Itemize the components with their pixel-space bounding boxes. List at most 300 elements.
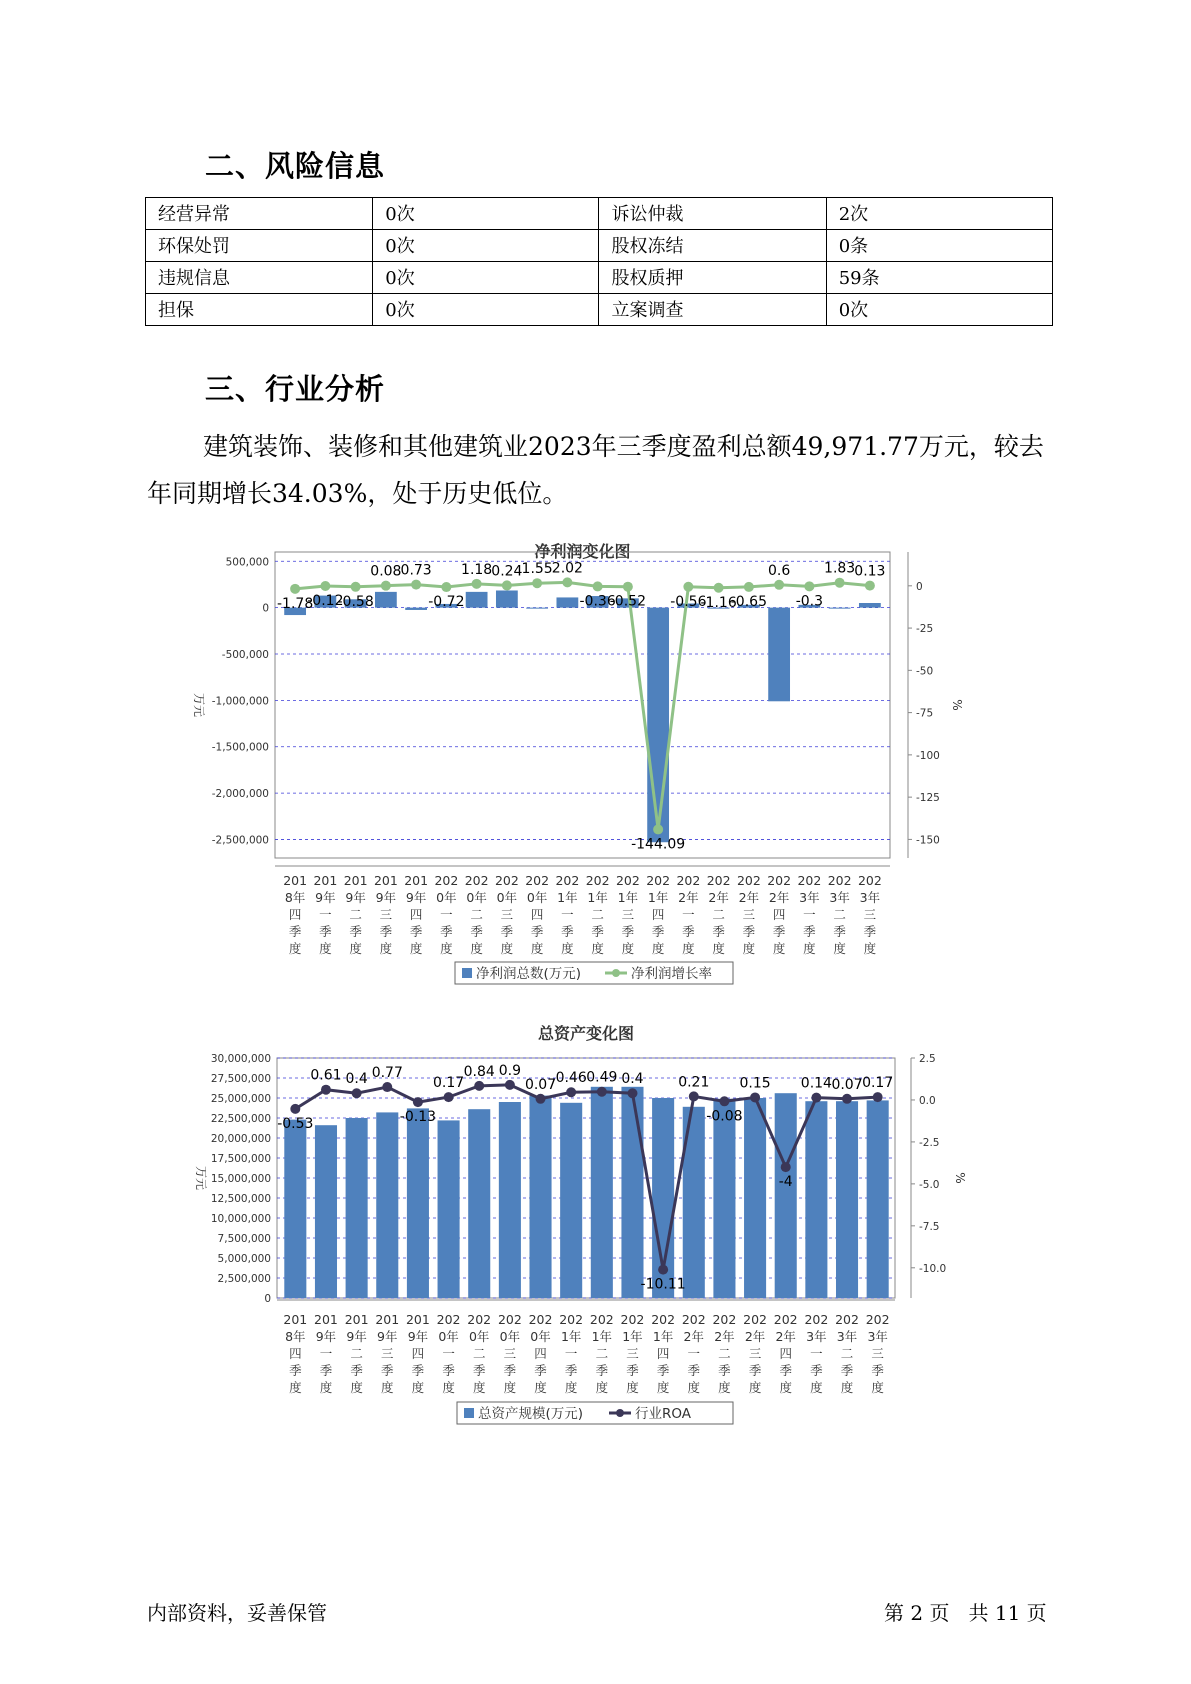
x-tick-label-part: 3年 — [806, 1329, 827, 1344]
x-tick-label-part: 2年 — [678, 890, 699, 905]
bar — [621, 1087, 643, 1298]
y-tick-label-left: 10,000,000 — [210, 1213, 271, 1225]
line-point — [683, 582, 693, 592]
x-tick-label-part: 201 — [343, 873, 368, 888]
x-tick-label-part: 季 — [779, 1363, 792, 1378]
x-tick-label-part: 四 — [288, 907, 302, 922]
x-tick-label-part: 度 — [803, 941, 816, 956]
data-label: 0.4 — [621, 1071, 644, 1088]
data-label: 1.18 — [461, 561, 493, 578]
x-tick-label-part: 季 — [718, 1363, 731, 1378]
total-assets-chart — [160, 1024, 1030, 1498]
line-point — [502, 580, 512, 590]
x-tick-label-part: 度 — [289, 1380, 302, 1395]
risk-value: 0条 — [826, 230, 1052, 262]
legend-line-marker — [616, 1409, 624, 1417]
x-tick-label-part: 1年 — [617, 890, 639, 905]
x-tick-label-part: 三 — [379, 907, 393, 922]
x-tick-label-part: 202 — [434, 873, 459, 888]
x-tick-label — [404, 873, 428, 956]
x-tick-label — [465, 873, 489, 956]
line-point — [382, 1082, 392, 1092]
x-tick-label-part: 9年 — [375, 890, 397, 905]
y-tick-label-right: -125 — [916, 792, 940, 805]
x-tick-label-part: 季 — [472, 1363, 486, 1378]
bar — [713, 1099, 735, 1298]
line-point — [781, 1162, 791, 1172]
y-tick-label-right: -25 — [916, 623, 934, 636]
x-tick-label-part: 1年 — [591, 1329, 613, 1344]
x-tick-label — [283, 1312, 307, 1395]
risk-row — [146, 262, 1053, 294]
x-tick-label — [707, 873, 731, 956]
line-point — [719, 1096, 729, 1106]
x-tick-label-part: 202 — [467, 1312, 492, 1327]
y-tick-label-right: 2.5 — [919, 1053, 936, 1065]
x-tick-label — [743, 1312, 767, 1395]
industry-paragraph: 建筑装饰、装修和其他建筑业2023年三季度盈利总额49,971.77万元，较去年同期增长34.03%，处于历史低位。 — [147, 432, 1044, 508]
data-label: -144.09 — [631, 836, 686, 853]
bar — [744, 1098, 766, 1298]
x-tick-label — [529, 1312, 553, 1395]
x-tick-label-part: 二 — [840, 1346, 854, 1361]
data-label: -0.13 — [399, 1109, 437, 1126]
y-tick-label-right: -10.0 — [919, 1262, 947, 1275]
y-tick-label-left: 500,000 — [225, 556, 269, 569]
line-point — [566, 1087, 576, 1097]
risk-value: 59条 — [826, 262, 1052, 294]
y-tick-label-left: 20,000,000 — [210, 1133, 271, 1145]
line-point — [532, 578, 542, 588]
y-axis-label-right: % — [953, 1172, 967, 1184]
x-tick-label-part: 202 — [767, 873, 792, 888]
x-tick-label-part: 1年 — [587, 890, 608, 905]
data-label: -10.11 — [640, 1276, 686, 1293]
y-tick-label-left: 27,500,000 — [210, 1073, 271, 1085]
data-label: 0.13 — [854, 563, 886, 580]
x-tick-label-part: 1年 — [647, 890, 669, 905]
x-tick-label-part: 202 — [676, 873, 701, 888]
data-label: -1.16 — [700, 594, 737, 611]
x-tick-label-part: 季 — [682, 924, 695, 939]
risk-value: 0次 — [373, 262, 599, 294]
x-tick-label-part: 0年 — [530, 1329, 551, 1344]
x-tick-label-part: 202 — [494, 873, 519, 888]
x-tick-label-part: 二 — [470, 907, 483, 922]
x-tick-label-part: 一 — [682, 907, 695, 922]
x-tick-label-part: 度 — [288, 941, 302, 956]
x-tick-label — [313, 873, 337, 956]
line-point — [714, 583, 724, 593]
bar — [768, 608, 790, 702]
x-tick-label-part: 季 — [319, 1363, 333, 1378]
x-tick-label — [559, 1312, 583, 1395]
x-tick-label-part: 度 — [530, 941, 544, 956]
x-tick-label-part: 202 — [464, 873, 489, 888]
x-tick-label — [590, 1312, 614, 1395]
y-tick-label-left: 7,500,000 — [217, 1233, 271, 1245]
x-tick-label-part: 2年 — [744, 1329, 766, 1344]
x-tick-label-part: 季 — [564, 1363, 578, 1378]
x-tick-label-part: 季 — [442, 1363, 455, 1378]
x-tick-label-part: 二 — [349, 907, 362, 922]
legend-bar-swatch — [464, 1408, 474, 1418]
x-tick-label-part: 201 — [283, 873, 308, 888]
x-tick-label — [616, 873, 640, 956]
x-tick-label-part: 季 — [530, 924, 544, 939]
y-axis-label-left: 万元 — [192, 692, 206, 718]
x-tick-label-part: 3年 — [799, 890, 820, 905]
x-tick-label-part: 0年 — [499, 1329, 521, 1344]
x-tick-label-part: 202 — [646, 873, 671, 888]
x-tick-label — [774, 1312, 798, 1395]
x-tick-label-part: 202 — [865, 1312, 890, 1327]
line-point — [505, 1080, 515, 1090]
line-point — [593, 581, 603, 591]
x-tick-label-part: 度 — [381, 1380, 394, 1395]
data-label: 0.17 — [432, 1075, 465, 1092]
x-tick-label-part: 季 — [409, 924, 423, 939]
x-tick-label-part: 四 — [534, 1346, 547, 1361]
x-tick-label-part: 202 — [681, 1312, 706, 1327]
y-tick-label-left: -2,000,000 — [211, 788, 269, 801]
x-tick-label-part: 0年 — [436, 890, 457, 905]
x-tick-label-part: 度 — [470, 941, 483, 956]
x-tick-label-part: 度 — [350, 1380, 363, 1395]
x-tick-label — [828, 873, 852, 956]
x-tick-label — [682, 1312, 706, 1395]
x-tick-label-part: 度 — [591, 941, 604, 956]
x-tick-label-part: 度 — [561, 941, 574, 956]
line-point — [804, 581, 814, 591]
x-tick-label-part: 0年 — [468, 1329, 490, 1344]
x-tick-label-part: 季 — [651, 924, 665, 939]
x-tick-label-part: 202 — [620, 1312, 645, 1327]
risk-label: 经营异常 — [146, 198, 373, 230]
data-label: -4 — [778, 1174, 793, 1191]
bar — [284, 1120, 306, 1298]
y-tick-label-left: -1,000,000 — [211, 695, 269, 708]
x-tick-label-part: 3年 — [867, 1329, 888, 1344]
x-tick-label-part: 度 — [742, 941, 756, 956]
x-tick-label-part: 季 — [863, 924, 877, 939]
x-tick-label-part: 四 — [289, 1346, 302, 1361]
data-label: -0.3 — [795, 593, 824, 610]
bar — [529, 1096, 551, 1298]
x-tick-label — [676, 873, 700, 956]
y-tick-label-left: 30,000,000 — [210, 1053, 271, 1065]
data-label: 0.07 — [524, 1076, 557, 1093]
bar — [346, 1118, 368, 1298]
bar — [836, 1101, 858, 1298]
x-tick-label-part: 1年 — [622, 1329, 643, 1344]
x-tick-label-part: 二 — [350, 1346, 363, 1361]
legend-bar-swatch — [462, 968, 472, 978]
y-tick-label-right: 0 — [916, 580, 923, 593]
x-tick-label-part: 1年 — [557, 890, 578, 905]
line-point — [411, 580, 421, 590]
legend-label-line: 净利润增长率 — [631, 966, 712, 982]
x-tick-label-part: 二 — [591, 907, 604, 922]
x-tick-label-part: 度 — [534, 1380, 547, 1395]
x-tick-label-part: 度 — [833, 941, 846, 956]
legend-line-marker — [612, 969, 620, 977]
legend-label-bar: 净利润总数(万元) — [476, 966, 582, 982]
x-tick-label-part: 季 — [591, 924, 604, 939]
risk-label: 环保处罚 — [146, 230, 373, 262]
x-tick-label-part: 202 — [797, 873, 822, 888]
risk-value: 2次 — [826, 198, 1052, 230]
y-tick-label-left: 22,500,000 — [210, 1113, 271, 1125]
line-point — [627, 1088, 637, 1098]
x-tick-label-part: 二 — [712, 907, 725, 922]
bar — [407, 1108, 429, 1298]
x-tick-label — [375, 1312, 399, 1395]
risk-label: 立案调查 — [599, 294, 826, 326]
x-tick-label-part: 季 — [833, 924, 846, 939]
x-tick-label-part: 季 — [621, 924, 635, 939]
data-label: -0.12 — [307, 593, 344, 610]
x-tick-label — [406, 1312, 430, 1395]
bar — [859, 603, 881, 608]
x-tick-label-part: 3年 — [829, 890, 850, 905]
x-tick-label-part: 四 — [530, 907, 544, 922]
x-tick-label-part: 202 — [712, 1312, 737, 1327]
x-tick-label — [555, 873, 579, 956]
x-tick-label-part: 二 — [472, 1346, 486, 1361]
x-tick-label — [525, 873, 549, 956]
x-tick-label-part: 季 — [350, 1363, 363, 1378]
x-tick-label-part: 一 — [561, 907, 574, 922]
x-tick-label — [314, 1312, 338, 1395]
x-tick-label-part: 四 — [779, 1346, 792, 1361]
line-point — [321, 1085, 331, 1095]
x-tick-label-part: 度 — [871, 1380, 884, 1395]
x-tick-label-part: 201 — [404, 873, 429, 888]
data-label: -0.65 — [730, 593, 767, 610]
x-tick-label-part: 8年 — [284, 890, 306, 905]
x-tick-label-part: 度 — [442, 1380, 455, 1395]
x-tick-label-part: 度 — [349, 941, 362, 956]
x-tick-label-part: 202 — [835, 1312, 859, 1327]
line-point — [653, 824, 663, 834]
bar — [466, 592, 488, 608]
x-tick-label-part: 季 — [411, 1363, 425, 1378]
y-tick-label-left: 12,500,000 — [210, 1193, 271, 1205]
x-tick-label-part: 二 — [595, 1346, 609, 1361]
risk-value: 0次 — [373, 230, 599, 262]
line-point — [413, 1097, 423, 1107]
y-tick-label-right: 0.0 — [919, 1094, 936, 1107]
x-tick-label-part: 季 — [626, 1363, 639, 1378]
y-tick-label-left: 0 — [262, 602, 269, 615]
risk-label: 股权质押 — [599, 262, 826, 294]
x-tick-label-part: 202 — [528, 1312, 553, 1327]
x-tick-label — [737, 873, 761, 956]
x-tick-label-part: 度 — [863, 941, 877, 956]
x-tick-label-part: 季 — [772, 924, 786, 939]
x-tick-label-part: 一 — [810, 1346, 823, 1361]
x-tick-label-part: 9年 — [405, 890, 427, 905]
y-tick-label-left: 5,000,000 — [217, 1253, 271, 1265]
x-tick-label-part: 201 — [283, 1312, 308, 1327]
data-label: -0.36 — [579, 593, 616, 610]
x-tick-label-part: 202 — [555, 873, 580, 888]
bar — [526, 608, 548, 609]
x-tick-label-part: 季 — [289, 1363, 302, 1378]
line-point — [744, 582, 754, 592]
x-tick-label-part: 一 — [319, 907, 332, 922]
data-label: 0.15 — [739, 1075, 771, 1092]
data-label: 2.02 — [551, 560, 583, 577]
data-label: -0.56 — [670, 593, 707, 610]
x-tick-label — [467, 1312, 491, 1395]
data-label: -0.08 — [706, 1108, 743, 1125]
y-tick-label-left: -2,500,000 — [211, 834, 269, 847]
x-tick-label-part: 9年 — [377, 1329, 398, 1344]
x-tick-label-part: 季 — [381, 1363, 394, 1378]
x-tick-label-part: 二 — [718, 1346, 731, 1361]
bar — [867, 1100, 889, 1298]
y-tick-label-left: -1,500,000 — [211, 741, 269, 754]
bar — [376, 1112, 398, 1298]
x-tick-label-part: 度 — [682, 941, 695, 956]
x-tick-label-part: 度 — [748, 1380, 762, 1395]
bar — [560, 1103, 582, 1298]
x-tick-label-part: 3年 — [836, 1329, 858, 1344]
x-tick-label — [866, 1312, 890, 1395]
x-tick-label — [283, 873, 307, 956]
x-tick-label — [495, 873, 519, 956]
x-tick-label-part: 202 — [773, 1312, 798, 1327]
line-point — [597, 1087, 607, 1097]
data-label: 0.4 — [345, 1071, 368, 1088]
x-tick-label-part: 201 — [405, 1312, 430, 1327]
data-label: 0.14 — [800, 1075, 832, 1092]
x-tick-label-part: 季 — [656, 1363, 670, 1378]
line-point — [689, 1091, 699, 1101]
x-tick-label-part: 度 — [379, 941, 393, 956]
x-tick-label-part: 202 — [651, 1312, 676, 1327]
x-tick-label-part: 度 — [810, 1380, 823, 1395]
x-tick-label — [498, 1312, 522, 1395]
x-tick-label — [621, 1312, 645, 1395]
y-tick-label-right: -150 — [916, 834, 940, 847]
bar — [805, 1101, 827, 1298]
x-tick-label-part: 度 — [621, 941, 635, 956]
x-tick-label — [586, 873, 610, 956]
x-tick-label-part: 一 — [687, 1346, 701, 1361]
risk-value: 0次 — [826, 294, 1052, 326]
x-tick-label-part: 季 — [803, 924, 816, 939]
line-point — [842, 1094, 852, 1104]
x-tick-label-part: 202 — [706, 873, 731, 888]
x-tick-label-part: 三 — [500, 907, 514, 922]
x-tick-label-part: 201 — [314, 1312, 338, 1327]
data-label: -1.78 — [277, 595, 314, 612]
x-tick-label-part: 度 — [319, 1380, 333, 1395]
line-point — [320, 581, 330, 591]
y-tick-label-right: -75 — [916, 707, 934, 720]
line-point — [290, 584, 300, 594]
x-tick-label-part: 2年 — [738, 890, 760, 905]
risk-row — [146, 198, 1053, 230]
x-tick-label — [437, 1312, 461, 1395]
x-tick-label-part: 0年 — [466, 890, 487, 905]
y-tick-label-right: -2.5 — [919, 1136, 940, 1149]
x-tick-label-part: 季 — [503, 1363, 517, 1378]
y-tick-label-left: 17,500,000 — [210, 1153, 271, 1165]
x-tick-label-part: 202 — [497, 1312, 522, 1327]
x-tick-label-part: 一 — [803, 907, 816, 922]
line-point — [444, 1092, 454, 1102]
x-tick-label-part: 202 — [615, 873, 640, 888]
chart-title: 净利润变化图 — [534, 542, 631, 561]
y-tick-label-right: -100 — [916, 749, 940, 762]
bar — [375, 592, 397, 608]
x-tick-label-part: 一 — [442, 1346, 455, 1361]
x-tick-label-part: 季 — [595, 1363, 609, 1378]
x-tick-label-part: 度 — [626, 1380, 639, 1395]
x-tick-label-part: 202 — [525, 873, 550, 888]
bar — [468, 1109, 490, 1298]
line-point — [536, 1094, 546, 1104]
x-tick-label — [835, 1312, 859, 1395]
x-tick-label-part: 201 — [373, 873, 398, 888]
data-label: -0.52 — [609, 593, 646, 610]
x-tick-label — [344, 873, 368, 956]
x-tick-label-part: 三 — [871, 1346, 884, 1361]
y-tick-label-left: 2,500,000 — [217, 1273, 271, 1285]
risk-row — [146, 230, 1053, 262]
x-tick-label-part: 0年 — [438, 1329, 459, 1344]
x-tick-label-part: 度 — [840, 1380, 854, 1395]
x-tick-label-part: 度 — [779, 1380, 792, 1395]
x-tick-label-part: 季 — [712, 924, 725, 939]
x-tick-label — [804, 1312, 828, 1395]
y-tick-label-right: -5.0 — [919, 1178, 940, 1191]
data-label: 0.84 — [463, 1063, 495, 1080]
x-tick-label-part: 度 — [656, 1380, 670, 1395]
x-tick-label — [646, 873, 670, 956]
bar — [496, 590, 518, 607]
x-tick-label-part: 2年 — [708, 890, 729, 905]
x-tick-label-part: 0年 — [526, 890, 548, 905]
x-tick-label-part: 2年 — [683, 1329, 705, 1344]
line-point — [774, 580, 784, 590]
bar — [829, 608, 851, 609]
x-tick-label-part: 度 — [500, 941, 514, 956]
risk-value: 0次 — [373, 294, 599, 326]
x-tick-label-part: 202 — [743, 1312, 768, 1327]
x-tick-label-part: 202 — [585, 873, 610, 888]
line-point — [352, 1088, 362, 1098]
x-tick-label-part: 一 — [440, 907, 453, 922]
x-tick-label-part: 202 — [436, 1312, 461, 1327]
x-tick-label-part: 季 — [840, 1363, 854, 1378]
bar — [556, 597, 578, 607]
line-point — [290, 1104, 300, 1114]
x-tick-label-part: 0年 — [496, 890, 518, 905]
risk-table — [145, 197, 1053, 326]
line-point — [865, 581, 875, 591]
bar — [438, 1120, 460, 1298]
risk-label: 股权冻结 — [599, 230, 826, 262]
x-tick-label-part: 度 — [409, 941, 423, 956]
x-tick-label-part: 季 — [742, 924, 756, 939]
footer-confidential-note: 内部资料，妥善保管 — [147, 1601, 327, 1625]
y-tick-label-left: 15,000,000 — [210, 1173, 271, 1185]
